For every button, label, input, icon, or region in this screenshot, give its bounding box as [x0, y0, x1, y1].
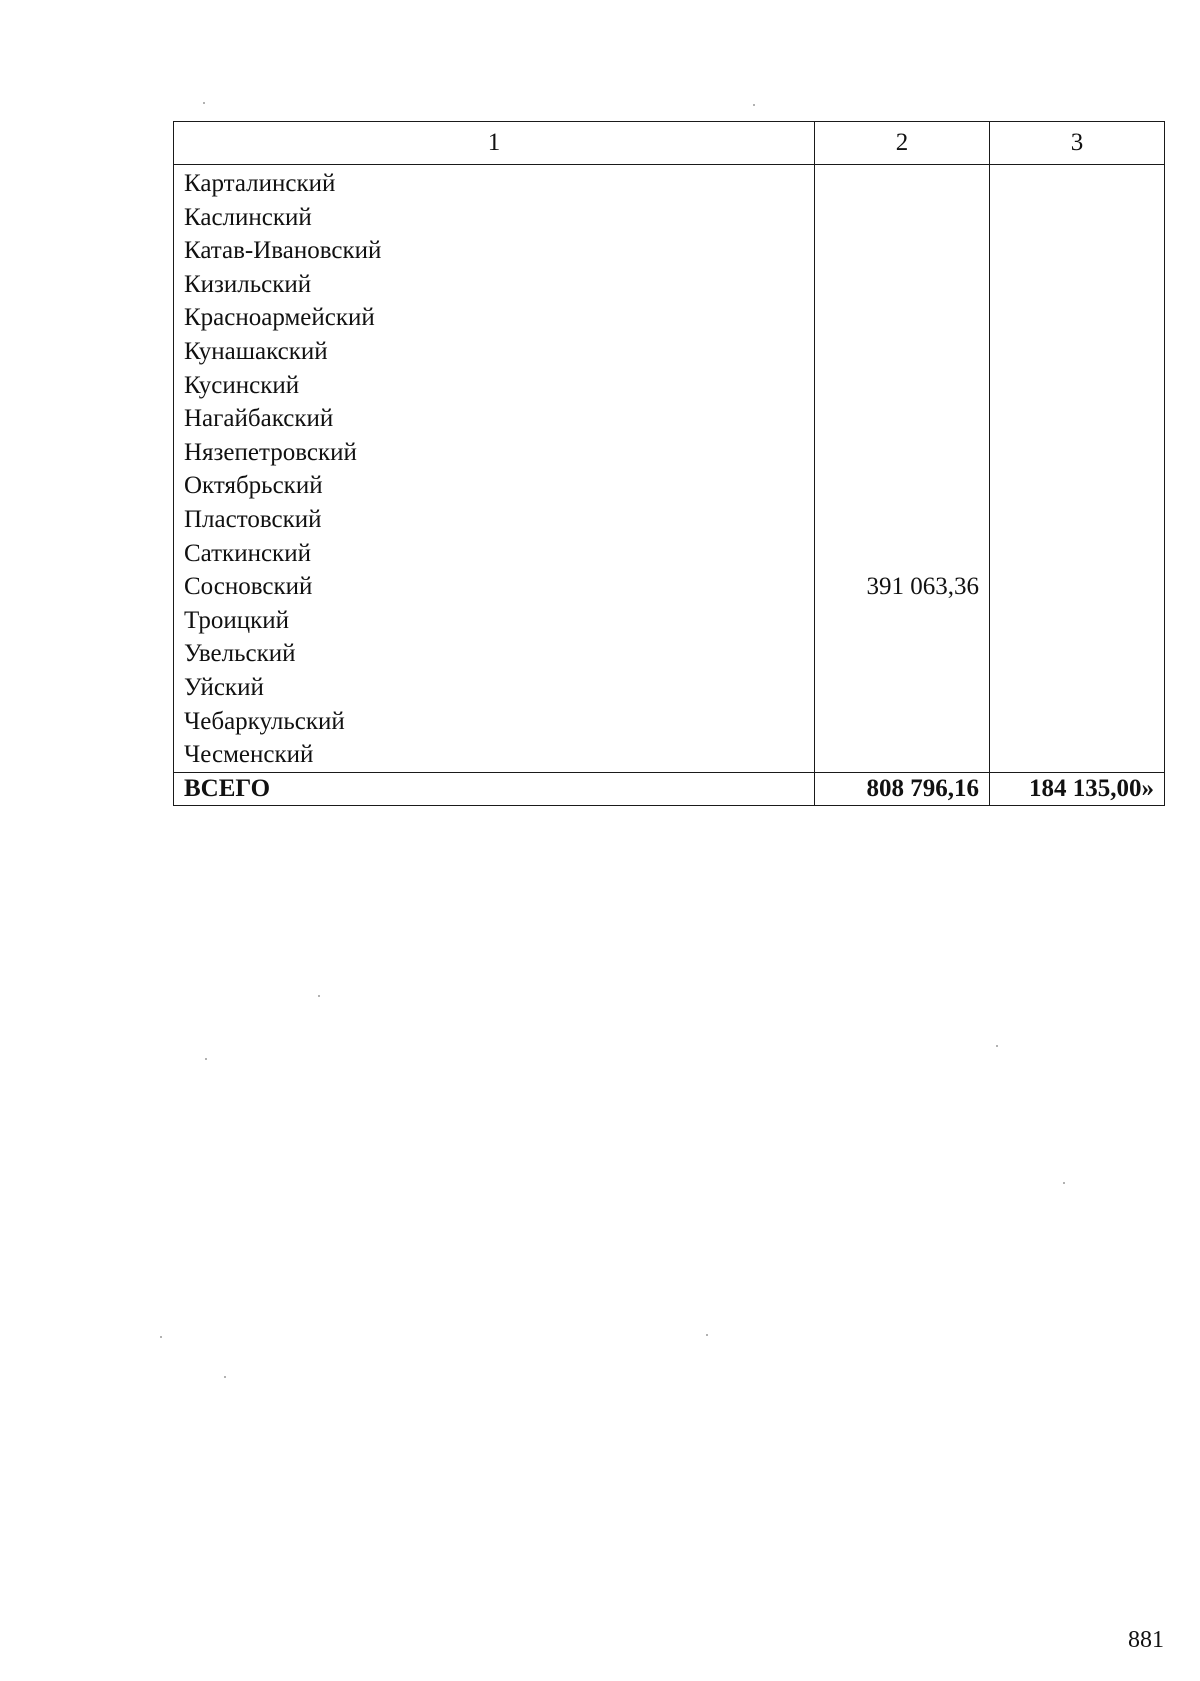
row-col-3: [990, 604, 1165, 638]
table-row: [174, 268, 1165, 302]
total-col-3: 184 135,00»: [990, 772, 1165, 805]
table-row: [174, 503, 1165, 537]
row-col-2: [815, 335, 990, 369]
row-col-2: [815, 671, 990, 705]
table-row: [174, 469, 1165, 503]
scan-speck: [996, 1045, 998, 1047]
row-col-3: [990, 402, 1165, 436]
row-col-2: [815, 402, 990, 436]
table-row: [174, 604, 1165, 638]
row-col-2: 391 063,36: [815, 570, 990, 604]
row-col-2: [815, 234, 990, 268]
table-row: [174, 301, 1165, 335]
row-col-2: [815, 604, 990, 638]
table-row: [174, 234, 1165, 268]
row-col-2: [815, 268, 990, 302]
total-col-2: 808 796,16: [815, 772, 990, 805]
row-col-2: [815, 201, 990, 235]
row-col-3: [990, 637, 1165, 671]
row-name: Карталинский: [174, 165, 815, 201]
scan-speck: [706, 1334, 708, 1336]
row-col-3: [990, 369, 1165, 403]
table-row: [174, 201, 1165, 235]
table-row: [174, 738, 1165, 772]
row-name: Уйский: [174, 671, 815, 705]
row-col-2: [815, 436, 990, 470]
row-col-3: [990, 436, 1165, 470]
row-col-2: [815, 738, 990, 772]
scan-speck: [160, 1336, 162, 1338]
row-name: Октябрьский: [174, 469, 815, 503]
row-col-3: [990, 268, 1165, 302]
page-number: 881: [1128, 1627, 1164, 1653]
row-col-2: [815, 301, 990, 335]
table-row: [174, 335, 1165, 369]
row-name: Нагайбакский: [174, 402, 815, 436]
table-row: [174, 705, 1165, 739]
scan-speck: [318, 995, 320, 997]
row-col-2: [815, 503, 990, 537]
total-label: ВСЕГО: [174, 772, 815, 805]
row-col-3: [990, 165, 1165, 201]
row-name: Сосновский: [174, 570, 815, 604]
table-row: [174, 637, 1165, 671]
row-name: Каслинский: [174, 201, 815, 235]
row-name: Чесменский: [174, 738, 815, 772]
row-name: Нязепетровский: [174, 436, 815, 470]
row-col-3: [990, 537, 1165, 571]
row-name: Увельский: [174, 637, 815, 671]
header-col-3: 3: [990, 122, 1165, 165]
row-col-2: [815, 469, 990, 503]
row-name: Чебаркульский: [174, 705, 815, 739]
table-body: [174, 165, 1165, 773]
table-row: [174, 369, 1165, 403]
row-name: Саткинский: [174, 537, 815, 571]
row-col-2: [815, 369, 990, 403]
row-col-3: [990, 570, 1165, 604]
row-name: Кунашакский: [174, 335, 815, 369]
row-col-2: [815, 165, 990, 201]
row-name: Кизильский: [174, 268, 815, 302]
table-row: [174, 436, 1165, 470]
table-row: [174, 402, 1165, 436]
table-row: [174, 570, 1165, 604]
row-col-2: [815, 637, 990, 671]
scan-speck: [205, 1058, 207, 1060]
row-col-3: [990, 301, 1165, 335]
row-col-3: [990, 335, 1165, 369]
row-col-3: [990, 705, 1165, 739]
row-name: Кусинский: [174, 369, 815, 403]
row-col-3: [990, 234, 1165, 268]
scan-speck: [203, 102, 205, 104]
budget-table: [173, 121, 1165, 806]
row-name: Красноармейский: [174, 301, 815, 335]
scan-speck: [1063, 1182, 1065, 1184]
row-name: Катав-Ивановский: [174, 234, 815, 268]
row-col-3: [990, 738, 1165, 772]
row-col-3: [990, 503, 1165, 537]
row-col-3: [990, 201, 1165, 235]
table-row: [174, 537, 1165, 571]
row-col-2: [815, 705, 990, 739]
row-col-3: [990, 671, 1165, 705]
table-row: [174, 671, 1165, 705]
scan-speck: [224, 1376, 226, 1378]
header-row: [174, 122, 1165, 165]
total-row: [174, 772, 1165, 805]
row-name: Пластовский: [174, 503, 815, 537]
scan-speck: [753, 104, 755, 106]
header-col-1: 1: [174, 122, 815, 165]
row-name: Троицкий: [174, 604, 815, 638]
row-col-2: [815, 537, 990, 571]
header-col-2: 2: [815, 122, 990, 165]
row-col-3: [990, 469, 1165, 503]
table-row: [174, 165, 1165, 201]
